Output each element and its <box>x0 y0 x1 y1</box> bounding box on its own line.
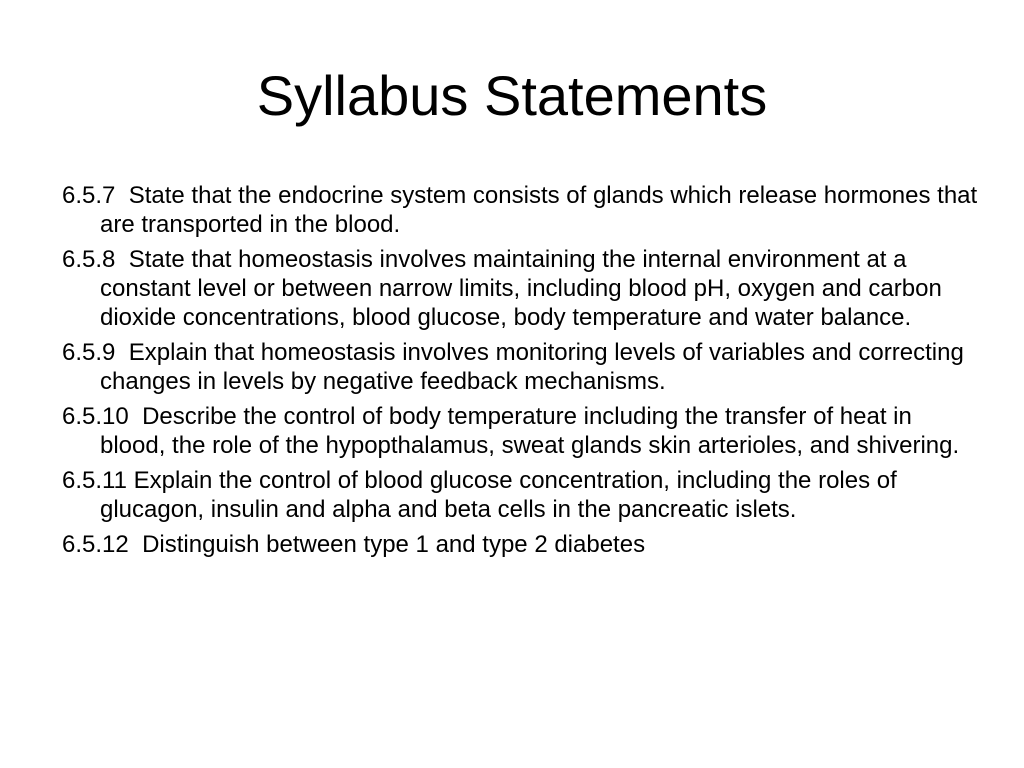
syllabus-statement <box>62 530 982 559</box>
statement-code: 6.5.10 <box>62 403 143 430</box>
statement-text: State that the endocrine system consists of glands which release hormones that are transported in the blood. <box>100 182 978 238</box>
statement-text: Explain that homeostasis involves monitoring levels of variables and correcting changes in levels by negative feedback mechanisms. <box>100 339 964 395</box>
statement-text: Describe the control of body temperature including the transfer of heat in blood, the role of the hypopthalamus, sweat glands skin arterioles, and shivering. <box>100 403 960 459</box>
statement-text: Distinguish between type 1 and type 2 diabetes <box>142 531 646 558</box>
slide-title: Syllabus Statements <box>256 64 768 127</box>
syllabus-statement <box>62 338 982 396</box>
statement-code: 6.5.12 <box>62 531 143 558</box>
statement-code: 6.5.8 <box>62 246 129 273</box>
syllabus-statement <box>62 466 982 524</box>
statement-code: 6.5.11 <box>62 467 134 494</box>
syllabus-statement <box>62 245 982 332</box>
syllabus-statement-list <box>62 181 982 565</box>
statement-text: Explain the control of blood glucose concentration, including the roles of glucagon, insulin and alpha and beta cells in the pancreatic islets. <box>100 467 897 523</box>
statement-text: State that homeostasis involves maintaining the internal environment at a constant level or between narrow limits, including blood pH, oxygen and carbon dioxide concentrations, blood glucose, body temperature and water balance. <box>100 246 942 331</box>
statement-code: 6.5.7 <box>62 182 129 209</box>
syllabus-statement <box>62 181 982 239</box>
syllabus-statement <box>62 402 982 460</box>
statement-code: 6.5.9 <box>62 339 129 366</box>
